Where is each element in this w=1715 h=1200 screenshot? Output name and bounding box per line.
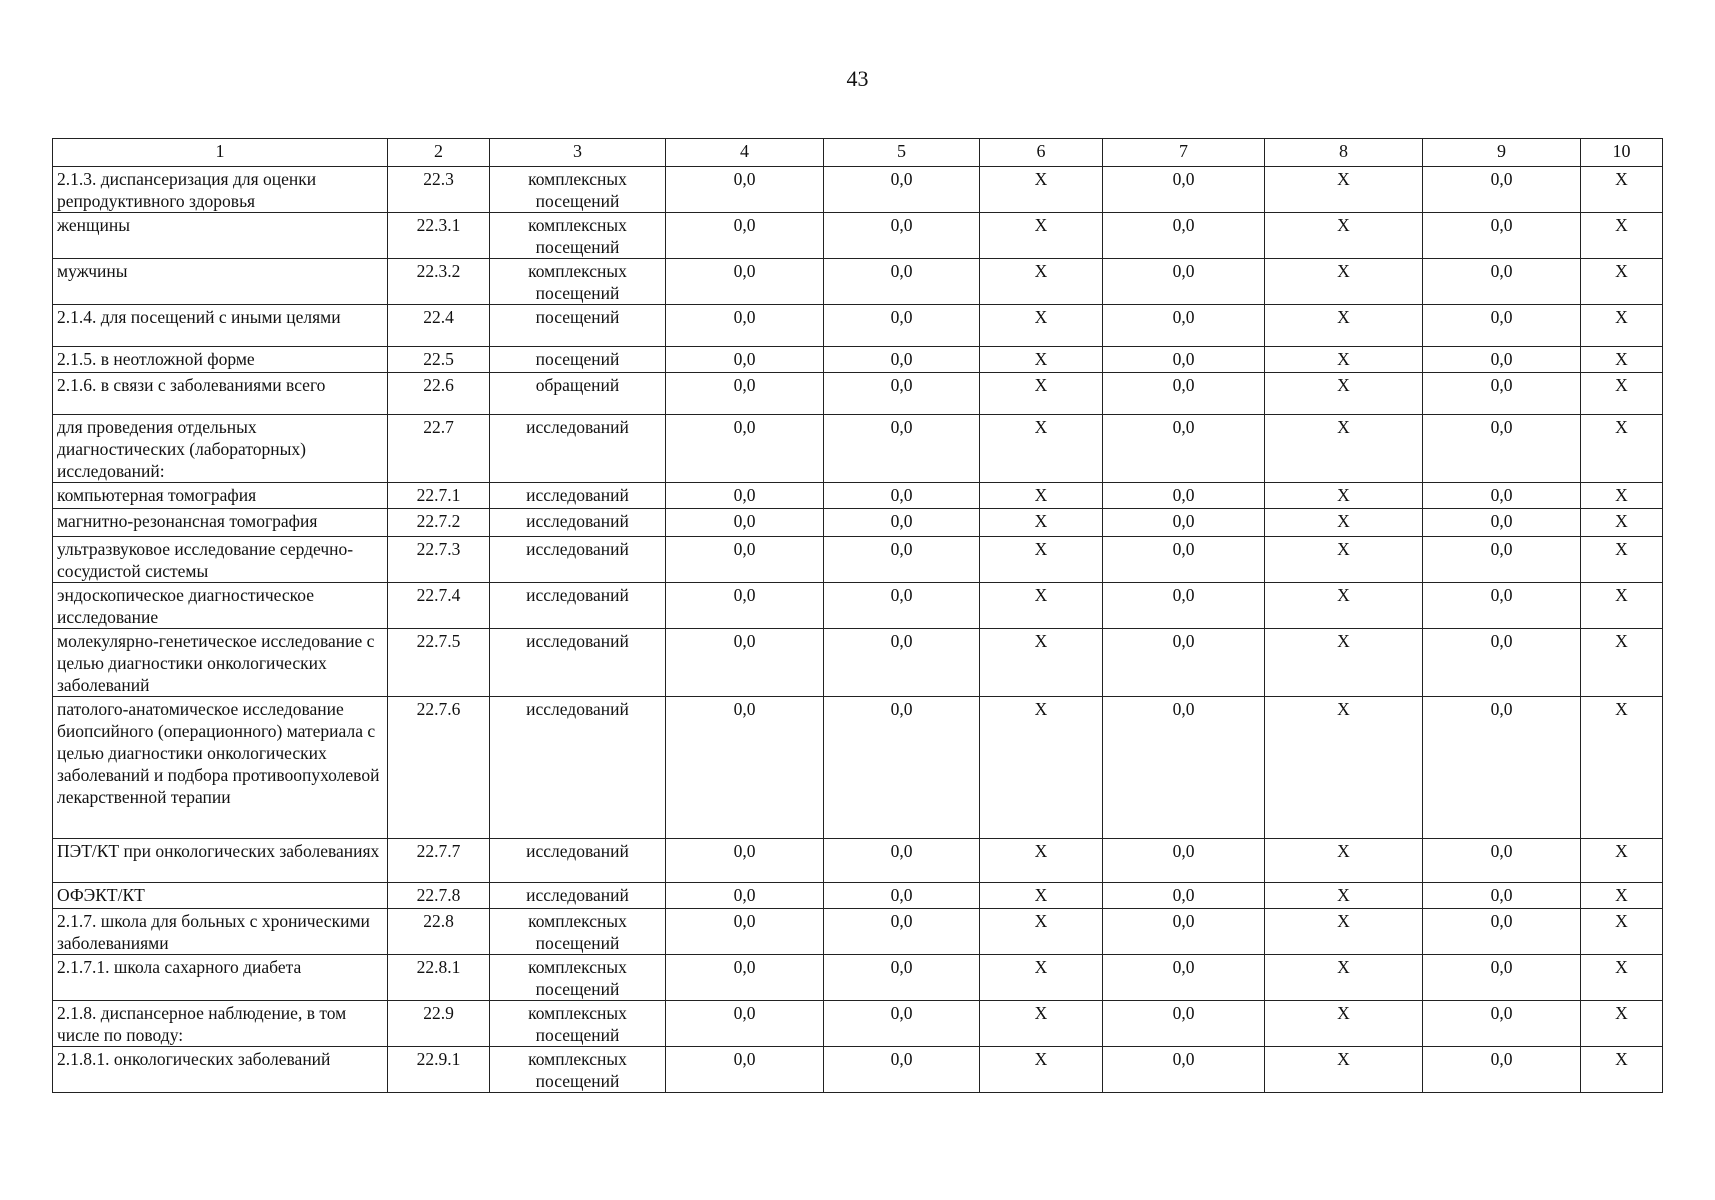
row-name-cell: 2.1.7.1. школа сахарного диабета — [53, 955, 388, 1001]
row-code-cell: 22.8 — [388, 909, 490, 955]
col-9-value: 0,0 — [1423, 583, 1581, 629]
col-9-value: 0,0 — [1423, 167, 1581, 213]
row-unit-cell: комплексных посещений — [490, 1047, 666, 1093]
col-8-value: X — [1265, 955, 1423, 1001]
col-5-value: 0,0 — [824, 347, 980, 373]
col-8-value: X — [1265, 909, 1423, 955]
row-name-cell: мужчины — [53, 259, 388, 305]
col-6-value: X — [980, 167, 1103, 213]
table-row — [53, 167, 1663, 213]
col-6-value: X — [980, 483, 1103, 509]
col-9-value: 0,0 — [1423, 509, 1581, 537]
col-6-value: X — [980, 1047, 1103, 1093]
col-5-value: 0,0 — [824, 537, 980, 583]
col-7-value: 0,0 — [1103, 583, 1265, 629]
row-code-cell: 22.3.2 — [388, 259, 490, 305]
col-4-value: 0,0 — [666, 415, 824, 483]
table-row — [53, 305, 1663, 347]
row-code-cell: 22.7.2 — [388, 509, 490, 537]
col-9-value: 0,0 — [1423, 213, 1581, 259]
table-row — [53, 373, 1663, 415]
row-unit-cell: исследований — [490, 697, 666, 839]
row-name-cell: ультразвуковое исследование сердечно-сосудистой системы — [53, 537, 388, 583]
col-10-value: X — [1581, 415, 1663, 483]
col-8-value: X — [1265, 629, 1423, 697]
col-9-value: 0,0 — [1423, 537, 1581, 583]
row-name-cell: 2.1.3. диспансеризация для оценки репродуктивного здоровья — [53, 167, 388, 213]
col-4-value: 0,0 — [666, 213, 824, 259]
col-5-value: 0,0 — [824, 1047, 980, 1093]
row-code-cell: 22.8.1 — [388, 955, 490, 1001]
col-4-value: 0,0 — [666, 373, 824, 415]
col-10-value: X — [1581, 883, 1663, 909]
header-cell: 6 — [980, 139, 1103, 167]
row-unit-cell: исследований — [490, 883, 666, 909]
row-unit-cell: комплексных посещений — [490, 1001, 666, 1047]
table-row — [53, 839, 1663, 883]
col-7-value: 0,0 — [1103, 839, 1265, 883]
col-7-value: 0,0 — [1103, 629, 1265, 697]
col-10-value: X — [1581, 509, 1663, 537]
col-10-value: X — [1581, 167, 1663, 213]
col-4-value: 0,0 — [666, 259, 824, 305]
col-5-value: 0,0 — [824, 415, 980, 483]
row-unit-cell: исследований — [490, 537, 666, 583]
row-code-cell: 22.4 — [388, 305, 490, 347]
col-10-value: X — [1581, 305, 1663, 347]
col-7-value: 0,0 — [1103, 537, 1265, 583]
row-code-cell: 22.7.7 — [388, 839, 490, 883]
table-row — [53, 259, 1663, 305]
col-6-value: X — [980, 955, 1103, 1001]
col-7-value: 0,0 — [1103, 697, 1265, 839]
col-9-value: 0,0 — [1423, 373, 1581, 415]
col-6-value: X — [980, 629, 1103, 697]
col-5-value: 0,0 — [824, 213, 980, 259]
col-8-value: X — [1265, 1001, 1423, 1047]
col-8-value: X — [1265, 697, 1423, 839]
row-name-cell: магнитно-резонансная томография — [53, 509, 388, 537]
table-row — [53, 347, 1663, 373]
table-row — [53, 415, 1663, 483]
col-6-value: X — [980, 909, 1103, 955]
col-10-value: X — [1581, 909, 1663, 955]
header-cell: 9 — [1423, 139, 1581, 167]
table-row — [53, 629, 1663, 697]
col-5-value: 0,0 — [824, 629, 980, 697]
col-8-value: X — [1265, 347, 1423, 373]
row-code-cell: 22.7 — [388, 415, 490, 483]
col-6-value: X — [980, 537, 1103, 583]
col-4-value: 0,0 — [666, 483, 824, 509]
col-8-value: X — [1265, 883, 1423, 909]
col-9-value: 0,0 — [1423, 909, 1581, 955]
table-row — [53, 537, 1663, 583]
col-6-value: X — [980, 839, 1103, 883]
col-6-value: X — [980, 697, 1103, 839]
row-name-cell: 2.1.7. школа для больных с хроническими заболеваниями — [53, 909, 388, 955]
col-4-value: 0,0 — [666, 1001, 824, 1047]
row-unit-cell: комплексных посещений — [490, 955, 666, 1001]
col-5-value: 0,0 — [824, 483, 980, 509]
col-4-value: 0,0 — [666, 839, 824, 883]
col-4-value: 0,0 — [666, 305, 824, 347]
col-5-value: 0,0 — [824, 883, 980, 909]
row-unit-cell: посещений — [490, 347, 666, 373]
table-row — [53, 1047, 1663, 1093]
table-row — [53, 583, 1663, 629]
row-name-cell: эндоскопическое диагностическое исследование — [53, 583, 388, 629]
table-row — [53, 909, 1663, 955]
table-row — [53, 1001, 1663, 1047]
col-8-value: X — [1265, 583, 1423, 629]
row-unit-cell: комплексных посещений — [490, 213, 666, 259]
row-code-cell: 22.7.3 — [388, 537, 490, 583]
row-name-cell: 2.1.4. для посещений с иными целями — [53, 305, 388, 347]
row-code-cell: 22.7.8 — [388, 883, 490, 909]
col-10-value: X — [1581, 955, 1663, 1001]
col-9-value: 0,0 — [1423, 883, 1581, 909]
col-5-value: 0,0 — [824, 167, 980, 213]
col-8-value: X — [1265, 213, 1423, 259]
col-7-value: 0,0 — [1103, 483, 1265, 509]
col-10-value: X — [1581, 629, 1663, 697]
row-unit-cell: исследований — [490, 415, 666, 483]
row-unit-cell: посещений — [490, 305, 666, 347]
col-4-value: 0,0 — [666, 629, 824, 697]
col-6-value: X — [980, 1001, 1103, 1047]
col-6-value: X — [980, 415, 1103, 483]
row-code-cell: 22.3.1 — [388, 213, 490, 259]
col-7-value: 0,0 — [1103, 509, 1265, 537]
col-4-value: 0,0 — [666, 347, 824, 373]
col-4-value: 0,0 — [666, 167, 824, 213]
col-8-value: X — [1265, 259, 1423, 305]
col-10-value: X — [1581, 839, 1663, 883]
col-10-value: X — [1581, 1001, 1663, 1047]
header-cell: 2 — [388, 139, 490, 167]
col-10-value: X — [1581, 583, 1663, 629]
row-code-cell: 22.9.1 — [388, 1047, 490, 1093]
col-6-value: X — [980, 259, 1103, 305]
col-4-value: 0,0 — [666, 537, 824, 583]
row-code-cell: 22.7.5 — [388, 629, 490, 697]
header-cell: 5 — [824, 139, 980, 167]
row-code-cell: 22.5 — [388, 347, 490, 373]
table-header-row — [53, 139, 1663, 167]
col-7-value: 0,0 — [1103, 347, 1265, 373]
data-table — [52, 138, 1663, 1093]
table-row — [53, 483, 1663, 509]
header-cell: 8 — [1265, 139, 1423, 167]
header-cell: 4 — [666, 139, 824, 167]
table-row — [53, 883, 1663, 909]
row-code-cell: 22.7.6 — [388, 697, 490, 839]
col-6-value: X — [980, 213, 1103, 259]
col-5-value: 0,0 — [824, 259, 980, 305]
col-5-value: 0,0 — [824, 697, 980, 839]
col-7-value: 0,0 — [1103, 1047, 1265, 1093]
col-4-value: 0,0 — [666, 1047, 824, 1093]
row-name-cell: ПЭТ/КТ при онкологических заболеваниях — [53, 839, 388, 883]
col-5-value: 0,0 — [824, 305, 980, 347]
page-number: 43 — [846, 66, 869, 91]
col-9-value: 0,0 — [1423, 415, 1581, 483]
col-6-value: X — [980, 883, 1103, 909]
row-unit-cell: исследований — [490, 629, 666, 697]
col-8-value: X — [1265, 305, 1423, 347]
row-code-cell: 22.7.1 — [388, 483, 490, 509]
row-name-cell: для проведения отдельных диагностических (лабораторных) исследований: — [53, 415, 388, 483]
col-7-value: 0,0 — [1103, 883, 1265, 909]
table-row — [53, 697, 1663, 839]
row-name-cell: 2.1.5. в неотложной форме — [53, 347, 388, 373]
col-5-value: 0,0 — [824, 583, 980, 629]
col-9-value: 0,0 — [1423, 483, 1581, 509]
row-name-cell: 2.1.8. диспансерное наблюдение, в том числе по поводу: — [53, 1001, 388, 1047]
row-name-cell: 2.1.8.1. онкологических заболеваний — [53, 1047, 388, 1093]
row-name-cell: ОФЭКТ/КТ — [53, 883, 388, 909]
row-unit-cell: исследований — [490, 839, 666, 883]
col-10-value: X — [1581, 213, 1663, 259]
header-cell: 7 — [1103, 139, 1265, 167]
col-9-value: 0,0 — [1423, 347, 1581, 373]
col-8-value: X — [1265, 167, 1423, 213]
col-9-value: 0,0 — [1423, 697, 1581, 839]
col-10-value: X — [1581, 697, 1663, 839]
table-row — [53, 509, 1663, 537]
row-name-cell: патолого-анатомическое исследование биопсийного (операционного) материала с целью диагностики онкологических заболеваний и подбора противоопухолевой лекарственной терапии — [53, 697, 388, 839]
col-10-value: X — [1581, 347, 1663, 373]
col-4-value: 0,0 — [666, 583, 824, 629]
header-cell: 1 — [53, 139, 388, 167]
col-10-value: X — [1581, 483, 1663, 509]
col-9-value: 0,0 — [1423, 839, 1581, 883]
table-row — [53, 955, 1663, 1001]
header-cell: 3 — [490, 139, 666, 167]
row-name-cell: молекулярно-генетическое исследование с целью диагностики онкологических заболеваний — [53, 629, 388, 697]
row-code-cell: 22.6 — [388, 373, 490, 415]
col-4-value: 0,0 — [666, 909, 824, 955]
col-9-value: 0,0 — [1423, 1001, 1581, 1047]
col-6-value: X — [980, 305, 1103, 347]
col-8-value: X — [1265, 839, 1423, 883]
row-name-cell: женщины — [53, 213, 388, 259]
col-5-value: 0,0 — [824, 373, 980, 415]
col-7-value: 0,0 — [1103, 909, 1265, 955]
col-10-value: X — [1581, 1047, 1663, 1093]
row-name-cell: компьютерная томография — [53, 483, 388, 509]
row-unit-cell: исследований — [490, 483, 666, 509]
row-name-cell: 2.1.6. в связи с заболеваниями всего — [53, 373, 388, 415]
col-9-value: 0,0 — [1423, 259, 1581, 305]
col-7-value: 0,0 — [1103, 373, 1265, 415]
col-7-value: 0,0 — [1103, 415, 1265, 483]
col-7-value: 0,0 — [1103, 955, 1265, 1001]
col-6-value: X — [980, 509, 1103, 537]
col-5-value: 0,0 — [824, 1001, 980, 1047]
col-4-value: 0,0 — [666, 697, 824, 839]
table-row — [53, 213, 1663, 259]
col-5-value: 0,0 — [824, 955, 980, 1001]
col-6-value: X — [980, 347, 1103, 373]
row-unit-cell: исследований — [490, 509, 666, 537]
col-7-value: 0,0 — [1103, 167, 1265, 213]
col-7-value: 0,0 — [1103, 305, 1265, 347]
col-7-value: 0,0 — [1103, 1001, 1265, 1047]
col-6-value: X — [980, 583, 1103, 629]
col-5-value: 0,0 — [824, 509, 980, 537]
col-9-value: 0,0 — [1423, 305, 1581, 347]
col-10-value: X — [1581, 373, 1663, 415]
col-9-value: 0,0 — [1423, 955, 1581, 1001]
row-unit-cell: комплексных посещений — [490, 909, 666, 955]
col-4-value: 0,0 — [666, 955, 824, 1001]
col-5-value: 0,0 — [824, 909, 980, 955]
col-10-value: X — [1581, 537, 1663, 583]
col-7-value: 0,0 — [1103, 259, 1265, 305]
row-code-cell: 22.9 — [388, 1001, 490, 1047]
col-8-value: X — [1265, 373, 1423, 415]
row-unit-cell: комплексных посещений — [490, 259, 666, 305]
col-5-value: 0,0 — [824, 839, 980, 883]
col-8-value: X — [1265, 537, 1423, 583]
col-6-value: X — [980, 373, 1103, 415]
row-unit-cell: исследований — [490, 583, 666, 629]
row-unit-cell: комплексных посещений — [490, 167, 666, 213]
row-code-cell: 22.7.4 — [388, 583, 490, 629]
col-9-value: 0,0 — [1423, 1047, 1581, 1093]
col-4-value: 0,0 — [666, 509, 824, 537]
col-8-value: X — [1265, 1047, 1423, 1093]
header-cell: 10 — [1581, 139, 1663, 167]
col-8-value: X — [1265, 483, 1423, 509]
col-7-value: 0,0 — [1103, 213, 1265, 259]
col-10-value: X — [1581, 259, 1663, 305]
col-8-value: X — [1265, 509, 1423, 537]
row-unit-cell: обращений — [490, 373, 666, 415]
col-8-value: X — [1265, 415, 1423, 483]
col-4-value: 0,0 — [666, 883, 824, 909]
row-code-cell: 22.3 — [388, 167, 490, 213]
col-9-value: 0,0 — [1423, 629, 1581, 697]
